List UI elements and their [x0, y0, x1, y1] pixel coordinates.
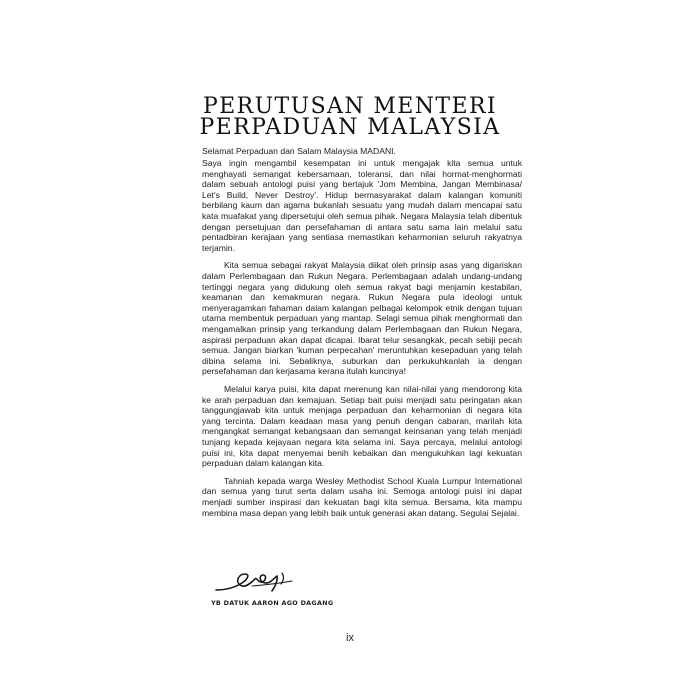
paragraph-1: Saya ingin mengambil kesempatan ini untuk mengajak kita semua untuk menghayati semangat kebersamaan, toleransi, dan nilai hormat-menghormati dalam sebuah antologi puisi yang bertajuk 'Jom Membina, Jangan Membinasa/ Let's Build, Never Destroy'. Hidup bermasyarakat dalam kalangan komuniti berbilang kaum dan agama bukanlah sesuatu yang mudah dalam mencapai satu kata muafakat yang dipersetujui oleh semua pihak. Negara Malaysia telah dibentuk dengan persetujuan dan persefahaman di antara satu sama lain melalui satu pentadbiran kerajaan yang sentiasa memastikan keharmonian seluruh rakyatnya terjamin.: [202, 158, 522, 253]
handwritten-signature: [212, 566, 302, 596]
message-body: [202, 146, 522, 525]
page-title-line-2: PERPADUAN MALAYSIA: [199, 115, 501, 140]
signer-name: YB DATUK AARON AGO DAGANG: [211, 599, 334, 607]
page-number: ix: [346, 632, 354, 644]
paragraph-2: Kita semua sebagai rakyat Malaysia diikat oleh prinsip asas yang digariskan dalam Perlembagaan dan Rukun Negara. Perlembagaan adalah undang-undang tertinggi negara yang didukung oleh semua rakyat bagi menjamin kestabilan, keamanan dan kemakmuran negara. Rukun Negara pula ideologi untuk menyeragamkan fahaman dalam kalangan pelbagai kelompok etnik dengan tujuan utama membentuk perpaduan yang mantap. Selagi semua pihak menghormati dan mengamalkan prinsip yang terkandung dalam Perlembagaan dan Rukun Negara, aspirasi perpaduan akan dapat dicapai. Ibarat telur sesangkak, pecah sebiji pecah semua. Jangan biarkan 'kuman perpecahan' meruntuhkan kesepaduan yang telah dibina selama ini. Sebaliknya, suburkan dan perkukuhkanlah ia dengan persefahaman dan kerjasama kerana itulah kuncinya!: [202, 260, 522, 377]
salutation: Selamat Perpaduan dan Salam Malaysia MADANI.: [202, 146, 396, 156]
page-title-line-1: PERUTUSAN MENTERI: [202, 94, 497, 119]
paragraph-4: Tahniah kepada warga Wesley Methodist School Kuala Lumpur International dan semua yang turut serta dalam usaha ini. Semoga antologi puisi ini dapat menjadi sumber inspirasi dan kekuatan bagi kita semua. Bersama, kita mampu membina masa depan yang lebih baik untuk generasi akan datang. Segulai Sejalai.: [202, 475, 522, 518]
paragraph-3: Melalui karya puisi, kita dapat merenung kan nilai-nilai yang mendorong kita ke arah perpaduan dan kemajuan. Setiap bait puisi menjadi satu peringatan akan tanggungjawab kita untuk menjaga perpaduan dan keharmonian di negara kita yang tercinta. Dalam keadaan masa yang penuh dengan cabaran, marilah kita mengangkat semangat kebangsaan dan semangat keinsanan yang telah menjadi tunjang kepada kejayaan negara kita selama ini. Saya percaya, melalui antologi puisi ini, kita dapat menyemai benih kebaikan dan mengukuhkan lagi kekuatan perpaduan dalam kalangan kita.: [202, 383, 522, 469]
